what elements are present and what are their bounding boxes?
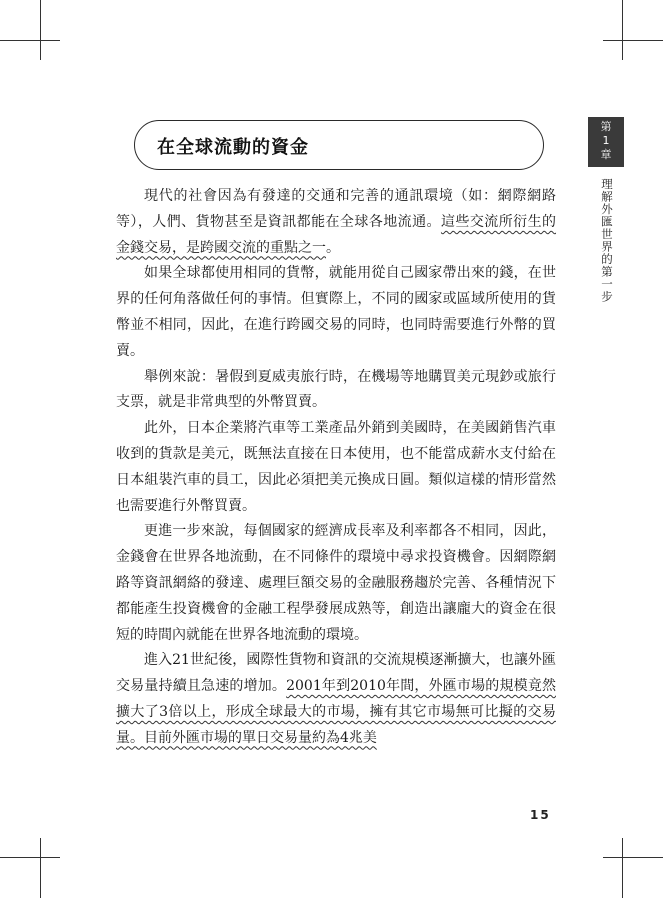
paragraph: 舉例來說：暑假到夏威夷旅行時，在機場等地購買美元現鈔或旅行支票，就是非常典型的外幣買賣。 — [116, 368, 556, 411]
underlined-text: 這些交流所衍生的金錢交易，是跨國交流的重點之一 — [116, 213, 557, 256]
crop-mark — [40, 0, 41, 60]
section-title-box — [134, 120, 544, 170]
paragraph: 現代的社會因為有發達的交通和完善的通訊環境（如：網際網路等），人們、貨物甚至是資訊都能在全球各地流通。這些交流所衍生的金錢交易，是跨國交流的重點之一。 — [116, 188, 557, 256]
crop-mark — [622, 838, 623, 898]
chapter-tab-line2: 1 — [602, 134, 610, 147]
section-title: 在全球流動的資金 — [157, 137, 309, 158]
paragraph: 更進一步來說，每個國家的經濟成長率及利率都各不相同，因此，金錢會在世界各地流動，在不同條件的環境中尋求投資機會。因網際網路等資訊網絡的發達、處理巨額交易的金融服務趨於完善、各種情況下都能產生投資機會的金融工程學發展成熟等，創造出讓龐大的資金在很短的時間內就能在世界各地流動的環境。 — [116, 523, 556, 643]
chapter-tab-line1: 第 — [600, 120, 612, 133]
crop-mark — [0, 40, 60, 41]
crop-mark — [0, 857, 60, 858]
page-number: 15 — [530, 808, 551, 822]
crop-mark — [622, 0, 623, 60]
body-text — [116, 184, 556, 752]
underlined-text: 2001年到2010年間，外匯市場的規模竟然擴大了3倍以上，形成全球最大的市場，擁有其它市場無可比擬的交易量。目前外匯市場的單日交易量約為4兆美 — [116, 678, 556, 746]
paragraph: 進入21世紀後，國際性貨物和資訊的交流規模逐漸擴大，也讓外匯交易量持續且急速的增加。2001年到2010年間，外匯市場的規模竟然擴大了3倍以上，形成全球最大的市場，擁有其它市場無可比擬的交易量。目前外匯市場的單日交易量約為4兆美 — [116, 652, 556, 746]
crop-mark — [603, 857, 663, 858]
chapter-tab — [588, 117, 624, 167]
crop-mark — [40, 838, 41, 898]
chapter-tab-line3: 章 — [600, 148, 612, 161]
chapter-title: 理解外匯世界的第一步 — [600, 178, 614, 303]
paragraph: 此外，日本企業將汽車等工業產品外銷到美國時，在美國銷售汽車收到的貨款是美元，既無法直接在日本使用，也不能當成薪水支付給在日本組裝汽車的員工，因此必須把美元換成日圓。類似這樣的情形當然也需要進行外幣買賣。 — [116, 420, 556, 514]
crop-mark — [603, 40, 663, 41]
paragraph: 如果全球都使用相同的貨幣，就能用從自己國家帶出來的錢，在世界的任何角落做任何的事情。但實際上，不同的國家或區域所使用的貨幣並不相同，因此，在進行跨國交易的同時，也同時需要進行外幣的買賣。 — [116, 265, 556, 359]
